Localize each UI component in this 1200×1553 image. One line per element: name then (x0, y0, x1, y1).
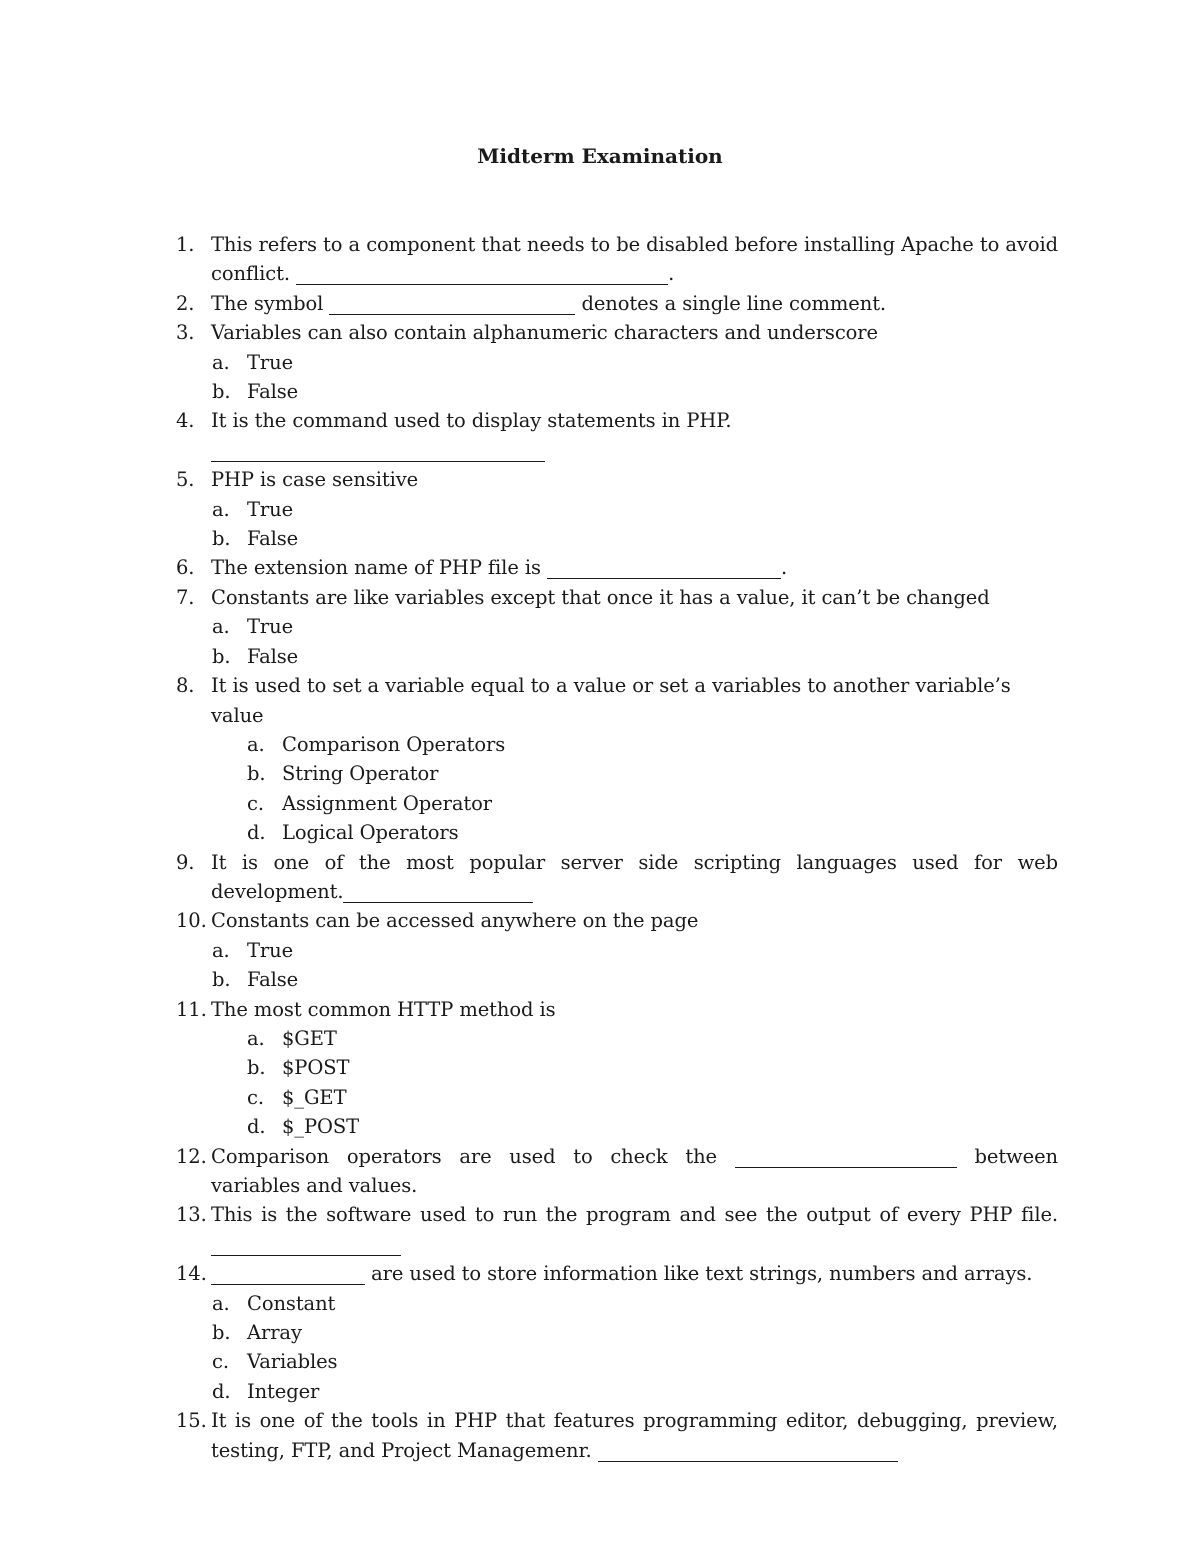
option-letter: c. (212, 1350, 229, 1374)
question-text: Constants can be accessed anywhere on the page (211, 909, 699, 933)
question-13 (176, 1200, 1058, 1259)
option-text: True (247, 497, 294, 521)
question-2 (176, 289, 1058, 318)
option-text: Constant (247, 1291, 336, 1315)
answer-blank[interactable] (211, 441, 545, 462)
option-b[interactable] (176, 965, 1058, 994)
question-7 (176, 583, 1058, 612)
question-6 (176, 553, 1058, 582)
answer-blank[interactable] (598, 1441, 898, 1462)
question-number: 11. (176, 997, 207, 1021)
question-5 (176, 465, 1058, 494)
option-letter: c. (247, 791, 264, 815)
question-text: It is used to set a variable equal to a value or set a variables to another variable’s value (211, 674, 1011, 727)
question-number: 6. (176, 556, 195, 580)
option-b[interactable] (176, 377, 1058, 406)
question-number: 9. (176, 850, 195, 874)
option-a[interactable] (176, 1289, 1058, 1318)
option-letter: b. (247, 1056, 266, 1080)
option-b[interactable] (176, 759, 1058, 788)
options-q5 (176, 495, 1058, 554)
question-text: The extension name of PHP file is (211, 556, 548, 580)
question-15 (176, 1406, 1058, 1465)
question-text: It is the command used to display statements in PHP. (211, 409, 732, 433)
option-letter: b. (247, 762, 266, 786)
option-a[interactable] (176, 612, 1058, 641)
question-text: Variables can also contain alphanumeric characters and underscore (211, 321, 878, 345)
option-c[interactable] (176, 1347, 1058, 1376)
question-number: 7. (176, 585, 195, 609)
option-text: Assignment Operator (282, 791, 492, 815)
option-text: Comparison Operators (282, 732, 506, 756)
answer-blank[interactable] (547, 558, 781, 579)
option-b[interactable] (176, 1053, 1058, 1082)
question-8 (176, 671, 1058, 730)
option-c[interactable] (176, 789, 1058, 818)
question-text-end: are used to store information like text strings, numbers and arrays. (365, 1262, 1033, 1286)
option-letter: a. (212, 615, 230, 639)
option-d[interactable] (176, 1377, 1058, 1406)
option-letter: d. (212, 1379, 231, 1403)
question-number: 1. (176, 233, 195, 256)
question-list (176, 230, 1058, 1465)
question-4 (176, 406, 1058, 465)
answer-blank[interactable] (211, 1235, 401, 1256)
question-12 (176, 1142, 1058, 1201)
answer-blank[interactable] (296, 264, 668, 285)
question-14 (176, 1259, 1058, 1288)
answer-blank[interactable] (211, 1264, 365, 1285)
options-q8 (176, 730, 1058, 848)
options-q11 (176, 1024, 1058, 1142)
question-number: 4. (176, 409, 195, 433)
question-text-end: . (781, 556, 788, 580)
option-text: False (247, 644, 299, 668)
option-d[interactable] (176, 1112, 1058, 1141)
answer-blank[interactable] (343, 882, 533, 903)
page-title: Midterm Examination (477, 144, 723, 168)
option-letter: a. (212, 1291, 230, 1315)
question-text: Constants are like variables except that once it has a value, it can’t be changed (211, 585, 990, 609)
question-number: 2. (176, 291, 195, 315)
question-1 (176, 230, 1058, 289)
option-text: False (247, 968, 299, 992)
options-q10 (176, 936, 1058, 995)
option-text: $_POST (282, 1115, 360, 1139)
option-text: True (247, 350, 294, 374)
question-text: It is one of the most popular server side scripting languages used for web development. (211, 850, 1058, 903)
option-text: False (247, 527, 299, 551)
question-text-end: denotes a single line comment. (575, 291, 887, 315)
question-number: 3. (176, 321, 195, 345)
question-text: Comparison operators are used to check the (211, 1144, 735, 1168)
question-text: This is the software used to run the program and see the output of every PHP file. (211, 1203, 1058, 1227)
question-10 (176, 906, 1058, 935)
question-number: 5. (176, 468, 195, 492)
options-q7 (176, 612, 1058, 671)
option-a[interactable] (176, 936, 1058, 965)
option-letter: a. (212, 497, 230, 521)
option-text: Integer (247, 1379, 320, 1403)
question-number: 12. (176, 1144, 207, 1168)
option-text: $POST (282, 1056, 350, 1080)
options-q3 (176, 348, 1058, 407)
option-text: False (247, 380, 299, 404)
option-a[interactable] (176, 495, 1058, 524)
option-a[interactable] (176, 348, 1058, 377)
option-letter: a. (212, 350, 230, 374)
option-text: Array (247, 1321, 302, 1345)
option-d[interactable] (176, 818, 1058, 847)
question-3 (176, 318, 1058, 347)
question-text: The most common HTTP method is (211, 997, 556, 1021)
question-number: 14. (176, 1262, 207, 1286)
question-number: 13. (176, 1203, 207, 1227)
question-text-end: between variables and values. (211, 1144, 1058, 1197)
question-text: The symbol (211, 291, 330, 315)
option-text: True (247, 615, 294, 639)
option-text: $GET (282, 1026, 337, 1050)
option-letter: b. (212, 968, 231, 992)
option-letter: a. (212, 938, 230, 962)
question-text: PHP is case sensitive (211, 468, 419, 492)
option-text: $_GET (282, 1085, 347, 1109)
option-letter: d. (247, 1115, 266, 1139)
option-letter: a. (247, 1026, 265, 1050)
option-b[interactable] (176, 524, 1058, 553)
option-a[interactable] (176, 1024, 1058, 1053)
option-letter: c. (247, 1085, 264, 1109)
question-number: 10. (176, 909, 207, 933)
option-a[interactable] (176, 730, 1058, 759)
option-letter: b. (212, 644, 231, 668)
option-b[interactable] (176, 642, 1058, 671)
option-text: String Operator (282, 762, 439, 786)
question-text: It is one of the tools in PHP that features programming editor, debugging, preview, testing, FTP, and Project Managemenr. (211, 1409, 1058, 1462)
answer-blank[interactable] (735, 1147, 957, 1168)
question-9 (176, 848, 1058, 907)
options-q14 (176, 1289, 1058, 1407)
option-text: Logical Operators (282, 821, 459, 845)
question-number: 15. (176, 1409, 207, 1433)
option-letter: b. (212, 527, 231, 551)
answer-blank[interactable] (329, 294, 575, 315)
question-11 (176, 995, 1058, 1024)
option-letter: b. (212, 1321, 231, 1345)
question-text-end: . (668, 262, 675, 286)
option-letter: a. (247, 732, 265, 756)
option-letter: b. (212, 380, 231, 404)
option-text: True (247, 938, 294, 962)
question-text: This refers to a component that needs to be disabled before installing Apache to avoid conflict. (211, 233, 1058, 286)
question-number: 8. (176, 674, 195, 698)
option-b[interactable] (176, 1318, 1058, 1347)
option-c[interactable] (176, 1083, 1058, 1112)
option-letter: d. (247, 821, 266, 845)
option-text: Variables (247, 1350, 338, 1374)
